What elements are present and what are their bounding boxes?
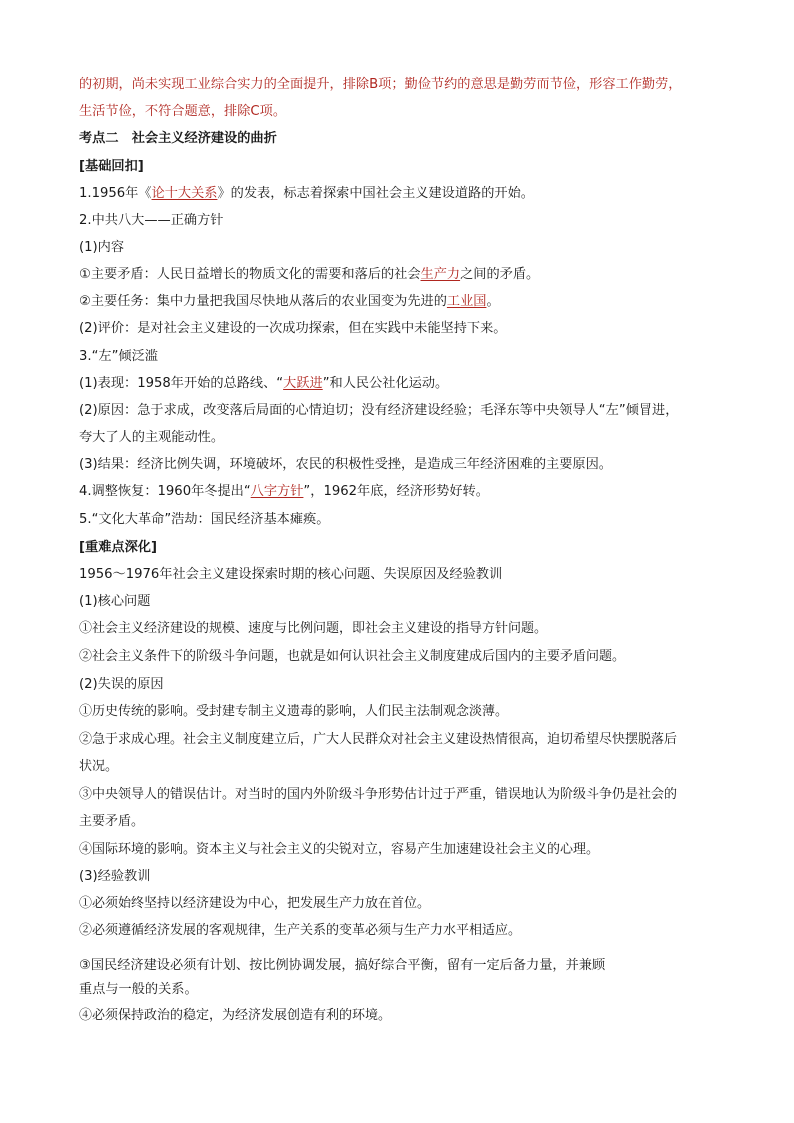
basics-heading: [基础回扣]	[79, 159, 144, 174]
deepen-item-9: ③中央领导人的错误估计。对当时的国内外阶级斗争形势估计过于严重，错误地认为阶级斗争仍是社会的	[79, 787, 678, 802]
basics-item-5-post: 。	[486, 294, 500, 309]
deepen-item-14: ②必须遵循经济发展的客观规律，生产关系的变革必须与生产力水平相适应。	[79, 923, 522, 938]
basics-item-6: (2)评价：是对社会主义建设的一次成功探索，但在实践中未能坚持下来。	[79, 321, 507, 336]
basics-item-12-post: ”，1962年底，经济形势好转。	[303, 484, 489, 499]
deepen-item-8: 状况。	[79, 759, 119, 774]
basics-item-1-pre: 1.1956年《	[79, 186, 152, 201]
deepen-item-10: 主要矛盾。	[79, 814, 145, 829]
basics-item-10: 夸大了人的主观能动性。	[79, 430, 225, 445]
answer-blank-ba-zi-fang-zhen: 八字方针	[250, 484, 304, 499]
deepen-item-3: ①社会主义经济建设的规模、速度与比例问题，即社会主义建设的指导方针问题。	[79, 621, 548, 636]
answer-blank-gong-ye-guo: 工业国	[446, 294, 487, 309]
answer-blank-lun-shi-da-guan-xi: 论十大关系	[151, 186, 218, 201]
answer-blank-sheng-chan-li: 生产力	[420, 267, 461, 282]
basics-item-8-post: ”和人民公社化运动。	[322, 376, 449, 391]
deepen-item-1: 1956～1976年社会主义建设探索时期的核心问题、失误原因及经验教训	[79, 567, 503, 582]
basics-item-2: 2.中共八大——正确方针	[79, 213, 224, 228]
deepen-item-12: (3)经验教训	[79, 869, 151, 884]
basics-item-1	[79, 184, 534, 204]
deepen-item-11: ④国际环境的影响。资本主义与社会主义的尖锐对立，容易产生加速建设社会主义的心理。	[79, 842, 600, 857]
basics-item-5	[79, 292, 500, 312]
deepen-item-5: (2)失误的原因	[79, 677, 164, 692]
deepen-item-13: ①必须始终坚持以经济建设为中心，把发展生产力放在首位。	[79, 896, 431, 911]
deepen-item-17: ④必须保持政治的稳定，为经济发展创造有利的环境。	[79, 1008, 392, 1023]
deepen-item-7: ②急于求成心理。社会主义制度建立后，广大人民群众对社会主义建设热情很高，迫切希望尽快摆脱落后	[79, 732, 678, 747]
deepen-item-16: 重点与一般的关系。	[79, 982, 198, 997]
basics-item-4-post: 之间的矛盾。	[460, 267, 540, 282]
deepen-item-15: ③国民经济建设必须有计划、按比例协调发展，搞好综合平衡，留有一定后备力量，并兼顾	[79, 958, 606, 973]
basics-item-7: 3.“左”倾泛滥	[79, 349, 158, 364]
basics-item-12-pre: 4.调整恢复：1960年冬提出“	[79, 484, 251, 499]
deepen-item-4: ②社会主义条件下的阶级斗争问题，也就是如何认识社会主义制度建成后国内的主要矛盾问题。	[79, 649, 626, 664]
basics-item-3: (1)内容	[79, 240, 125, 255]
section-title: 考点二 社会主义经济建设的曲折	[79, 131, 277, 146]
basics-item-4-pre: ①主要矛盾：人民日益增长的物质文化的需要和落后的社会	[79, 267, 421, 282]
deepen-heading: [重难点深化]	[79, 540, 157, 555]
basics-item-11: (3)结果：经济比例失调，环境破坏，农民的积极性受挫，是造成三年经济困难的主要原因。	[79, 457, 612, 472]
answer-blank-da-yue-jin: 大跃进	[283, 376, 323, 391]
deepen-item-2: (1)核心问题	[79, 594, 151, 609]
basics-item-4	[79, 265, 539, 285]
basics-item-5-pre: ②主要任务：集中力量把我国尽快地从落后的农业国变为先进的	[79, 294, 447, 309]
basics-item-9: (2)原因：急于求成，改变落后局面的心情迫切；没有经济建设经验；毛泽东等中央领导人“左”倾冒进，	[79, 403, 679, 418]
basics-item-1-post: 》的发表，标志着探索中国社会主义建设道路的开始。	[217, 186, 534, 201]
basics-item-8	[79, 374, 448, 394]
basics-item-13: 5.“文化大革命”浩劫：国民经济基本瘫痪。	[79, 512, 330, 527]
intro-line-2: 生活节俭，不符合题意，排除C项。	[79, 104, 287, 119]
intro-line-1: 的初期，尚未实现工业综合实力的全面提升，排除B项；勤俭节约的意思是勤劳而节俭，形容工作勤劳，	[79, 77, 682, 92]
deepen-item-6: ①历史传统的影响。受封建专制主义遗毒的影响，人们民主法制观念淡薄。	[79, 704, 509, 719]
basics-item-12	[79, 482, 489, 502]
basics-item-8-pre: (1)表现：1958年开始的总路线、“	[79, 376, 284, 391]
